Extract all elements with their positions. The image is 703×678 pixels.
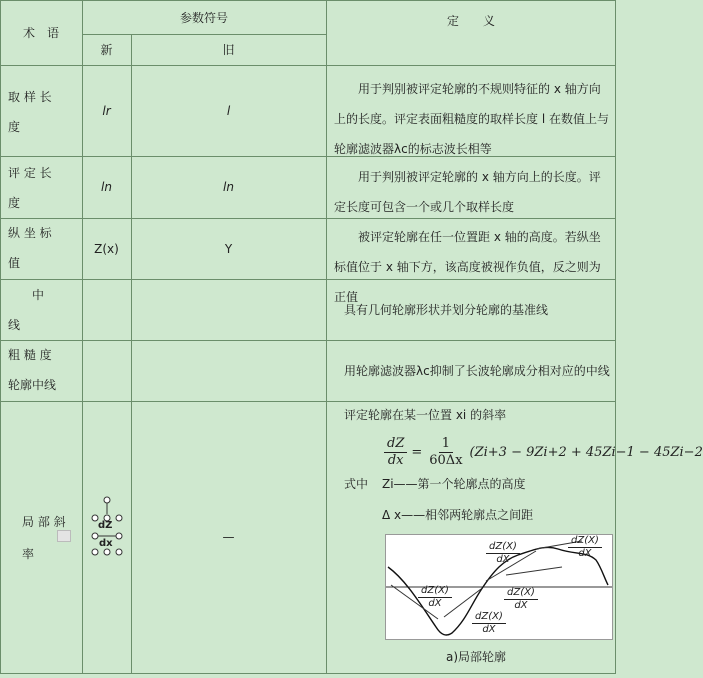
symbol-old: Y bbox=[224, 241, 233, 256]
formula-lhs bbox=[384, 436, 407, 469]
symbol-new: Z(x) bbox=[94, 241, 119, 256]
definition-body: 用轮廓滤波器λc抑制了长波轮廓成分相对应的中线 bbox=[344, 364, 610, 378]
slope-label: $\frac{dZ(X)}{dX}$ bbox=[568, 535, 602, 560]
slope-label: $\frac{dZ(X)}{dX}$ bbox=[418, 585, 452, 610]
term-local-slope: 局 部 斜 率 bbox=[22, 515, 66, 561]
formula-rhs: (Zi+3 − 9Zi+2 + 45Zi−1 − 45Zi−2 bbox=[469, 444, 703, 460]
term-sampling-length: 取 样 长 度 bbox=[8, 90, 52, 134]
slope-label: $\frac{dZ(X)}{dX}$ bbox=[472, 611, 506, 636]
term-ordinate-value: 纵 坐 标 值 bbox=[8, 226, 52, 270]
term-roughness-mean-line: 粗 糙 度 轮廓中线 bbox=[8, 348, 57, 392]
definition-text bbox=[330, 156, 614, 222]
header-new: 新 bbox=[100, 43, 113, 57]
definition-text bbox=[330, 68, 614, 164]
formula-lhs-num: dZ bbox=[384, 436, 407, 453]
term-evaluation-length: 评 定 长 度 bbox=[8, 166, 52, 210]
definition-body: 被评定轮廓在任一位置距 x 轴的高度。若纵坐标值位于 x 轴下方，该高度被视作负值，反之则为正值 bbox=[334, 230, 601, 304]
formula-object-icon[interactable] bbox=[90, 496, 124, 560]
symbol-new: ln bbox=[101, 180, 112, 194]
symbol-old: l bbox=[226, 103, 231, 118]
header-old: 旧 bbox=[222, 43, 235, 57]
slope-label: $\frac{dZ(X)}{dX}$ bbox=[504, 587, 538, 612]
slope-label: $\frac{dZ(X)}{dX}$ bbox=[486, 541, 520, 566]
symbol-old: — bbox=[222, 530, 235, 544]
formula-icon-den: dx bbox=[99, 538, 113, 549]
header-term: 术 语 bbox=[22, 26, 59, 40]
formula-icon-num: dZ bbox=[98, 520, 113, 531]
slope-formula bbox=[384, 432, 703, 472]
header-definition: 定 义 bbox=[446, 13, 495, 28]
where-dx: Δ x——相邻两轮廓点之间距 bbox=[382, 508, 534, 522]
definition-text: 具有几何轮廓形状并划分轮廓的基准线 bbox=[344, 303, 549, 317]
symbol-new: lr bbox=[102, 103, 111, 118]
rule bbox=[0, 673, 616, 674]
definition-intro-text: 评定轮廓在某一位置 xi 的斜率 bbox=[344, 408, 507, 422]
formula-coefficient bbox=[426, 436, 465, 469]
term-mean-line: 中 线 bbox=[8, 288, 45, 332]
figure-caption: a)局部轮廓 bbox=[446, 650, 507, 664]
where-z: Zi——第一个轮廓点的高度 bbox=[382, 477, 526, 491]
formula-equals: = bbox=[411, 444, 423, 460]
definition-text bbox=[326, 340, 616, 401]
local-profile-figure bbox=[385, 534, 613, 640]
symbol-old: ln bbox=[223, 180, 234, 194]
definition-body: 用于判别被评定轮廓的 x 轴方向上的长度。评定长度可包含一个或几个取样长度 bbox=[334, 170, 601, 214]
header-symbols: 参数符号 bbox=[179, 10, 228, 25]
object-anchor-handle[interactable] bbox=[57, 530, 71, 542]
definition-body: 用于判别被评定轮廓的不规则特征的 x 轴方向上的长度。评定表面粗糙度的取样长度 l 在数值上与轮廓滤波器λc的标志波长相等 bbox=[334, 82, 609, 156]
definition-intro bbox=[344, 406, 612, 423]
formula-coef-den: 60Δx bbox=[429, 452, 463, 468]
formula-coef-num: 1 bbox=[439, 436, 453, 453]
rule bbox=[0, 0, 1, 674]
formula-lhs-den: dx bbox=[387, 452, 404, 468]
where-label: 式中 bbox=[344, 477, 369, 491]
